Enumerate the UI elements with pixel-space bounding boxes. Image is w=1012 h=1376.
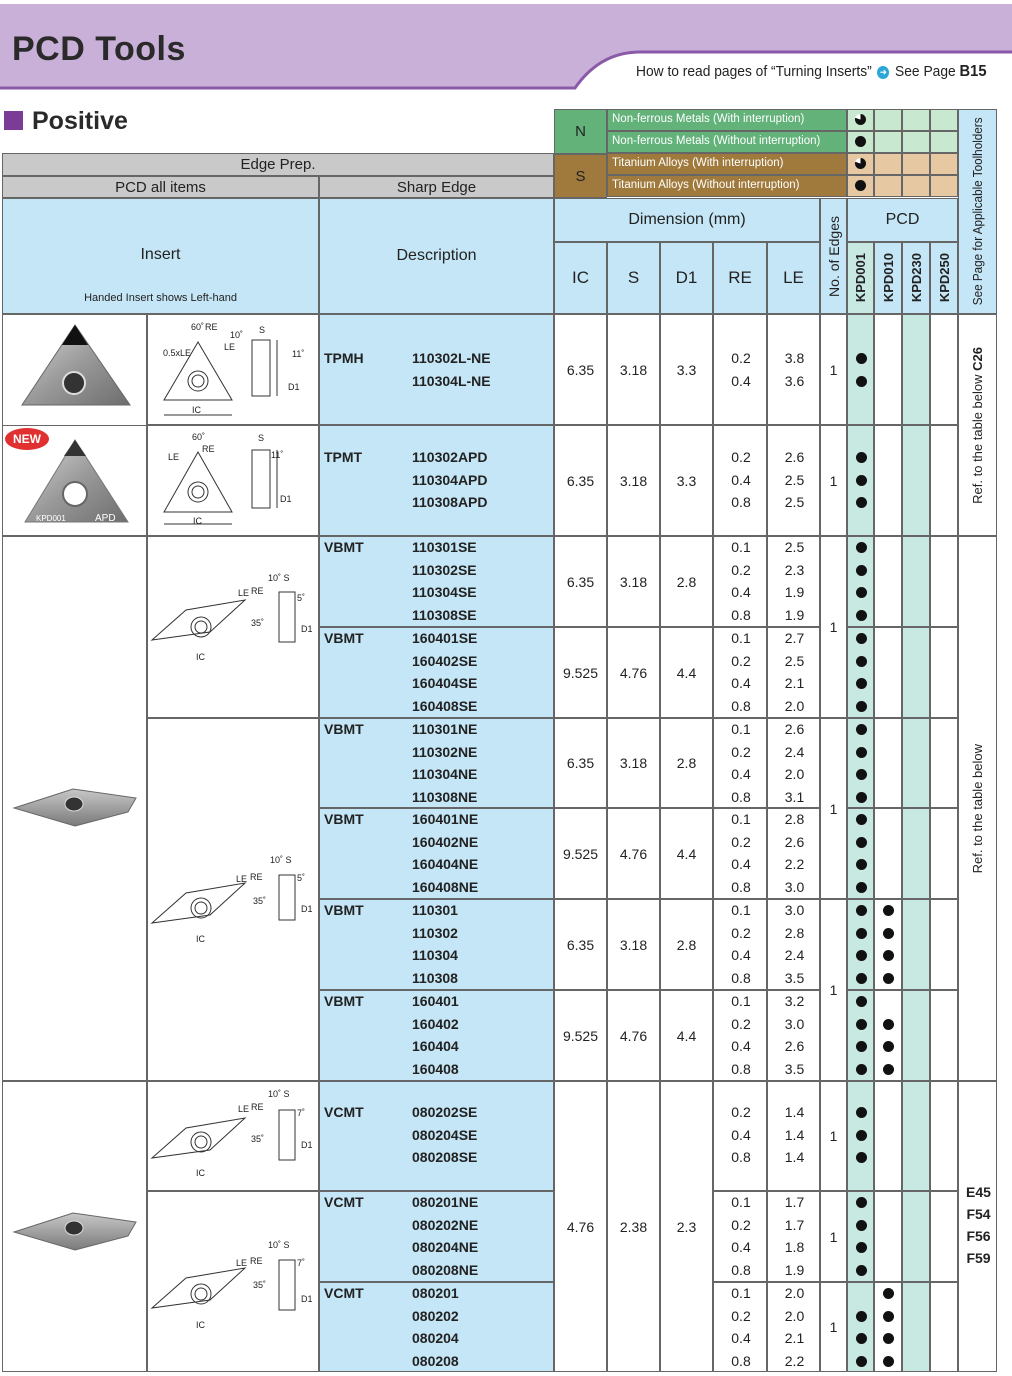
tpmt-insert-photo xyxy=(25,440,128,522)
dim-d1-cell: 2.8 xyxy=(660,899,713,990)
le-value: 2.0 xyxy=(784,1285,805,1301)
insert-code[interactable]: 080208NE xyxy=(412,1262,479,1279)
new-badge-label: NEW xyxy=(13,432,41,446)
le-value: 2.3 xyxy=(784,561,805,578)
diagram-label-a10s: 10˚ S xyxy=(268,573,290,583)
dim-s-cell: 3.18 xyxy=(607,536,660,627)
le-value: 2.7 xyxy=(784,630,805,646)
edges-cell: 1 xyxy=(820,1191,847,1282)
legend-row-label: Titanium Alloys (With interruption) xyxy=(612,157,784,169)
insert-type: VBMT xyxy=(324,630,364,646)
legend-s-label: S xyxy=(575,167,586,185)
diagram-label-d1: D1 xyxy=(301,904,313,914)
insert-code[interactable]: 110304L-NE xyxy=(412,372,491,389)
legend-n-label: N xyxy=(575,123,586,140)
le-value: 2.5 xyxy=(784,494,805,511)
insert-code[interactable]: 110301 xyxy=(412,902,458,918)
insert-type: VBMT xyxy=(324,993,364,1009)
dim-ic-cell: 6.35 xyxy=(554,536,607,627)
dim-ic-cell: 6.35 xyxy=(554,425,607,536)
insert-code[interactable]: 160402 xyxy=(412,1015,459,1032)
insert-type: VBMT xyxy=(324,902,364,918)
le-value: 2.2 xyxy=(784,856,805,873)
dim-d1-cell: 4.4 xyxy=(660,627,713,718)
le-value: 1.7 xyxy=(784,1194,805,1210)
re-value: 0.2 xyxy=(731,924,751,941)
diagram-label-re: RE xyxy=(250,872,263,882)
arrow-right-icon: ➜ xyxy=(877,66,889,79)
dim-col-header: LE xyxy=(767,242,820,314)
re-value: 0.1 xyxy=(731,1285,751,1301)
insert-type: VBMT xyxy=(324,811,364,827)
diagram-label-le: LE xyxy=(238,588,250,598)
diagram-label-a35: 35˚ xyxy=(253,896,267,906)
le-value: 1.4 xyxy=(784,1126,805,1143)
dim-d1-cell: 2.8 xyxy=(660,536,713,627)
re-value: 0.1 xyxy=(731,1194,751,1210)
diagram-label-re: RE xyxy=(250,1256,263,1266)
dim-ic-cell: 4.76 xyxy=(554,1081,607,1372)
re-value: 0.4 xyxy=(731,947,751,964)
le-value: 2.6 xyxy=(784,1038,805,1055)
diagram-label-a7: 7˚ xyxy=(297,1258,306,1268)
diagram-label-ic: IC xyxy=(192,405,201,415)
re-value: 0.8 xyxy=(731,1353,751,1370)
insert-grade-label: KPD001 xyxy=(36,514,66,523)
toolholder-page-link[interactable]: F59 xyxy=(966,1250,991,1266)
edges-cell: 1 xyxy=(820,1282,847,1372)
re-value: 0.1 xyxy=(731,539,751,555)
diagram-label-a10s: 10˚ S xyxy=(268,1089,290,1099)
le-value: 2.0 xyxy=(784,766,805,783)
insert-code[interactable]: 110308SE xyxy=(412,607,477,624)
re-value: 0.4 xyxy=(731,856,751,873)
re-value: 0.2 xyxy=(731,652,751,669)
re-value: 0.2 xyxy=(731,1015,751,1032)
insert-code[interactable]: 080204 xyxy=(412,1330,459,1347)
insert-type: VCMT xyxy=(324,1285,364,1301)
re-value: 0.1 xyxy=(731,721,751,737)
dimension-label: Dimension (mm) xyxy=(628,211,746,228)
re-value: 0.8 xyxy=(731,1149,751,1166)
le-value: 1.9 xyxy=(784,1262,805,1279)
how-to-read-text: How to read pages of “Turning Inserts” xyxy=(636,63,872,80)
dim-d1-cell: 2.3 xyxy=(660,1081,713,1372)
diagram-label-le: LE xyxy=(238,1104,250,1114)
diagram-label-a10s: 10˚ S xyxy=(270,855,292,865)
re-value: 0.4 xyxy=(731,1038,751,1055)
le-value: 2.1 xyxy=(784,675,805,692)
le-value: 2.2 xyxy=(784,1353,805,1370)
insert-code[interactable]: 080202NE xyxy=(412,1216,479,1233)
le-value: 3.0 xyxy=(784,1015,805,1032)
sharp-edge-label: Sharp Edge xyxy=(396,178,477,196)
re-value: 0.4 xyxy=(731,1126,751,1143)
pcd-label: PCD xyxy=(885,211,920,228)
re-value: 0.2 xyxy=(731,1104,751,1120)
dim-ic-cell: 6.35 xyxy=(554,314,607,425)
toolholder-ref-prefix: Ref. to the table below xyxy=(970,370,985,504)
grade-label: KPD001 xyxy=(853,253,868,303)
re-value: 0.4 xyxy=(731,675,751,692)
dim-s-cell: 3.18 xyxy=(607,718,660,808)
insert-code[interactable]: 080201 xyxy=(412,1285,459,1301)
see-page-label: See Page xyxy=(895,63,956,80)
insert-type: VCMT xyxy=(324,1194,364,1210)
diagram-label-re: RE xyxy=(202,444,215,454)
le-value: 2.1 xyxy=(784,1330,805,1347)
diagram-label-ic: IC xyxy=(196,1168,205,1178)
dim-ic-cell: 9.525 xyxy=(554,627,607,718)
le-value: 2.5 xyxy=(784,539,805,555)
grade-label: KPD250 xyxy=(936,253,952,303)
vcmt-ne-diagram xyxy=(152,1260,295,1310)
diagram-label-a10s: 10˚ S xyxy=(268,1240,290,1250)
insert-code[interactable]: 160404 xyxy=(412,1038,459,1055)
diagram-label-ic: IC xyxy=(196,652,205,662)
le-value: 1.8 xyxy=(784,1239,805,1256)
page-title: PCD Tools xyxy=(12,30,186,68)
re-value: 0.2 xyxy=(731,1307,751,1324)
le-value: 3.2 xyxy=(784,993,805,1009)
dim-ic-cell: 6.35 xyxy=(554,718,607,808)
re-value: 0.2 xyxy=(731,833,751,850)
re-value: 0.2 xyxy=(731,561,751,578)
re-value: 0.4 xyxy=(731,1239,751,1256)
re-value: 0.1 xyxy=(731,630,751,646)
diagram-label-d1: D1 xyxy=(301,624,313,634)
dim-s-cell: 2.38 xyxy=(607,1081,660,1372)
diagram-label-le: LE xyxy=(236,1258,248,1268)
le-value: 2.6 xyxy=(784,721,805,737)
diagram-label-le: LE xyxy=(236,874,248,884)
diagram-label-re: RE xyxy=(251,1102,264,1112)
re-value: 0.8 xyxy=(731,1262,751,1279)
tpmh-insert-photo xyxy=(22,325,130,405)
re-value: 0.4 xyxy=(731,584,751,601)
description-label: Description xyxy=(396,247,477,264)
insert-code[interactable]: 160404SE xyxy=(412,675,478,692)
insert-code[interactable]: 110302APD xyxy=(412,449,488,465)
edges-cell: 1 xyxy=(820,314,847,425)
insert-code[interactable]: 110304NE xyxy=(412,766,478,783)
dim-s-cell: 4.76 xyxy=(607,808,660,899)
le-value: 3.5 xyxy=(784,1061,805,1078)
diagram-label-a35: 35˚ xyxy=(251,618,265,628)
le-value: 2.5 xyxy=(784,471,805,488)
le-value: 1.9 xyxy=(784,607,805,624)
diagram-label-a35: 35˚ xyxy=(251,1134,265,1144)
insert-code[interactable]: 160408 xyxy=(412,1061,459,1078)
diagram-label-re: RE xyxy=(205,322,218,332)
insert-code[interactable]: 160404NE xyxy=(412,856,479,873)
insert-type: TPMT xyxy=(324,449,363,465)
insert-code[interactable]: 080202 xyxy=(412,1307,459,1324)
toolholder-page-link[interactable]: E45 xyxy=(966,1184,991,1200)
dim-d1-cell: 4.4 xyxy=(660,808,713,899)
le-value: 1.9 xyxy=(784,584,805,601)
diagram-label-le: LE xyxy=(224,342,236,352)
le-value: 3.8 xyxy=(784,350,805,366)
vcmt-insert-photo xyxy=(14,1213,136,1250)
re-value: 0.4 xyxy=(731,766,751,783)
dim-s-cell: 4.76 xyxy=(607,990,660,1081)
insert-code[interactable]: 080208 xyxy=(412,1353,459,1370)
diagram-label-a35: 35˚ xyxy=(253,1280,267,1290)
insert-code[interactable]: 110308NE xyxy=(412,789,478,806)
dim-ic-cell: 9.525 xyxy=(554,990,607,1081)
re-value: 0.8 xyxy=(731,494,751,511)
re-value: 0.1 xyxy=(731,902,751,918)
insert-code[interactable]: 110302SE xyxy=(412,561,477,578)
diagram-label-chamfer: 0.5xLE xyxy=(163,348,192,358)
insert-code[interactable]: 080208SE xyxy=(412,1149,478,1166)
diagram-label-s: S xyxy=(258,433,265,443)
re-value: 0.4 xyxy=(731,372,751,389)
re-value: 0.2 xyxy=(731,743,751,760)
handed-note: Handed Insert shows Left-hand xyxy=(84,292,237,304)
grade-label: KPD010 xyxy=(880,253,896,303)
re-value: 0.8 xyxy=(731,879,751,896)
dim-d1-cell: 3.3 xyxy=(660,314,713,425)
le-value: 3.6 xyxy=(784,372,805,389)
le-value: 2.4 xyxy=(784,947,805,964)
toolholder-page-link[interactable]: F56 xyxy=(966,1228,991,1244)
le-value: 1.7 xyxy=(784,1216,805,1233)
le-value: 3.0 xyxy=(784,879,805,896)
diagram-label-ic: IC xyxy=(193,516,202,526)
edge-prep-label: Edge Prep. xyxy=(240,156,316,173)
diagram-label-a10: 10˚ xyxy=(230,330,244,340)
vbmt-insert-photo xyxy=(14,789,136,826)
dim-s-cell: 4.76 xyxy=(607,627,660,718)
insert-code[interactable]: 080202SE xyxy=(412,1104,478,1120)
diagram-label-re: RE xyxy=(251,586,264,596)
dim-d1-cell: 4.4 xyxy=(660,990,713,1081)
insert-code[interactable]: 080201NE xyxy=(412,1194,479,1210)
diagram-label-ic: IC xyxy=(196,1320,205,1330)
dim-s-cell: 3.18 xyxy=(607,899,660,990)
diagram-label-d1: D1 xyxy=(288,382,300,392)
re-value: 0.8 xyxy=(731,698,751,715)
insert-code[interactable]: 080204SE xyxy=(412,1126,478,1143)
le-value: 3.0 xyxy=(784,902,805,918)
le-value: 2.6 xyxy=(784,833,805,850)
diagram-label-a11: 11˚ xyxy=(271,450,284,460)
toolholders-label: See Page for Applicable Toolholders xyxy=(970,117,985,306)
re-value: 0.2 xyxy=(731,350,751,366)
le-value: 2.6 xyxy=(784,449,805,465)
dim-s-cell: 3.18 xyxy=(607,425,660,536)
insert-code[interactable]: 110308APD xyxy=(412,494,488,511)
re-value: 0.2 xyxy=(731,449,751,465)
insert-label: Insert xyxy=(140,246,181,263)
insert-code[interactable]: 160408NE xyxy=(412,879,479,896)
pcd-all-label: PCD all items xyxy=(115,178,206,196)
legend-row-label: Non-ferrous Metals (With interruption) xyxy=(612,113,805,125)
re-value: 0.2 xyxy=(731,1216,751,1233)
edges-cell: 1 xyxy=(820,425,847,536)
insert-code[interactable]: 110301SE xyxy=(412,539,477,555)
re-value: 0.4 xyxy=(731,1330,751,1347)
le-value: 2.8 xyxy=(784,811,805,827)
insert-code[interactable]: 110304SE xyxy=(412,584,477,601)
re-value: 0.1 xyxy=(731,993,751,1009)
insert-code[interactable]: 110302 xyxy=(412,924,458,941)
edges-cell: 1 xyxy=(820,1081,847,1191)
diagram-label-d1: D1 xyxy=(280,494,292,504)
grade-label: KPD230 xyxy=(908,253,924,303)
insert-apd-label: APD xyxy=(95,513,116,524)
diagram-label-le: LE xyxy=(168,452,180,462)
re-value: 0.8 xyxy=(731,789,751,806)
dim-col-header: IC xyxy=(554,242,607,314)
insert-code[interactable]: 110302L-NE xyxy=(412,350,491,366)
edges-cell: 1 xyxy=(820,536,847,718)
insert-code[interactable]: 110304 xyxy=(412,947,458,964)
dim-col-header: RE xyxy=(713,242,767,314)
edges-cell: 1 xyxy=(820,899,847,1081)
legend-row-label: Titanium Alloys (Without interruption) xyxy=(612,179,800,191)
dim-d1-cell: 2.8 xyxy=(660,718,713,808)
le-value: 2.0 xyxy=(784,1307,805,1324)
insert-code[interactable]: 110304APD xyxy=(412,471,488,488)
insert-type: VCMT xyxy=(324,1104,364,1120)
diagram-label-d1: D1 xyxy=(301,1140,313,1150)
le-value: 2.0 xyxy=(784,698,805,715)
diagram-label-s: S xyxy=(259,325,266,335)
dim-col-header: D1 xyxy=(660,242,713,314)
insert-type: TPMH xyxy=(324,350,364,366)
diagram-label-a11: 11˚ xyxy=(292,349,305,359)
diagram-label-a5: 5˚ xyxy=(297,873,306,883)
dim-col-header: S xyxy=(607,242,660,314)
section-title: Positive xyxy=(32,107,128,135)
vcmt-se-diagram xyxy=(152,1110,295,1160)
insert-code[interactable]: 160401SE xyxy=(412,630,478,646)
diagram-label-a7: 7˚ xyxy=(297,1108,306,1118)
dim-s-cell: 3.18 xyxy=(607,314,660,425)
insert-code[interactable]: 160402NE xyxy=(412,833,479,850)
insert-code[interactable]: 160408SE xyxy=(412,698,478,715)
diagram-label-a60: 60˚ xyxy=(191,322,205,332)
le-value: 1.4 xyxy=(784,1104,805,1120)
le-value: 2.8 xyxy=(784,924,805,941)
dim-ic-cell: 6.35 xyxy=(554,899,607,990)
diagram-label-a60: 60˚ xyxy=(192,432,206,442)
re-value: 0.8 xyxy=(731,1061,751,1078)
toolholder-page-link[interactable]: F54 xyxy=(966,1206,991,1222)
see-page-ref[interactable]: B15 xyxy=(959,63,987,80)
vbmt-se-diagram xyxy=(152,592,295,642)
re-value: 0.8 xyxy=(731,970,751,987)
le-value: 3.5 xyxy=(784,970,805,987)
re-value: 0.4 xyxy=(731,471,751,488)
re-value: 0.8 xyxy=(731,607,751,624)
legend-row-label: Non-ferrous Metals (Without interruption) xyxy=(612,135,821,147)
insert-code[interactable]: 110308 xyxy=(412,970,458,987)
insert-code[interactable]: 160401NE xyxy=(412,811,479,827)
le-value: 2.4 xyxy=(784,743,805,760)
dim-d1-cell: 3.3 xyxy=(660,425,713,536)
dim-ic-cell: 9.525 xyxy=(554,808,607,899)
insert-code[interactable]: 110301NE xyxy=(412,721,478,737)
insert-type: VBMT xyxy=(324,721,364,737)
new-badge xyxy=(5,428,49,450)
re-value: 0.1 xyxy=(731,811,751,827)
edges-label: No. of Edges xyxy=(825,215,842,297)
insert-type: VBMT xyxy=(324,539,364,555)
edges-cell: 1 xyxy=(820,718,847,899)
diagram-label-d1: D1 xyxy=(301,1294,313,1304)
le-value: 1.4 xyxy=(784,1149,805,1166)
le-value: 2.5 xyxy=(784,652,805,669)
toolholder-ref-page[interactable]: C26 xyxy=(970,346,985,371)
tpmt-diagram xyxy=(164,450,277,524)
insert-code[interactable]: 160402SE xyxy=(412,652,478,669)
diagram-label-ic: IC xyxy=(196,934,205,944)
insert-code[interactable]: 110302NE xyxy=(412,743,478,760)
vbmt-ne-diagram xyxy=(152,875,295,923)
toolholder-ref-label: Ref. to the table below xyxy=(970,743,985,874)
insert-code[interactable]: 080204NE xyxy=(412,1239,479,1256)
insert-code[interactable]: 160401 xyxy=(412,993,459,1009)
diagram-label-a5: 5˚ xyxy=(297,593,306,603)
le-value: 3.1 xyxy=(784,789,805,806)
